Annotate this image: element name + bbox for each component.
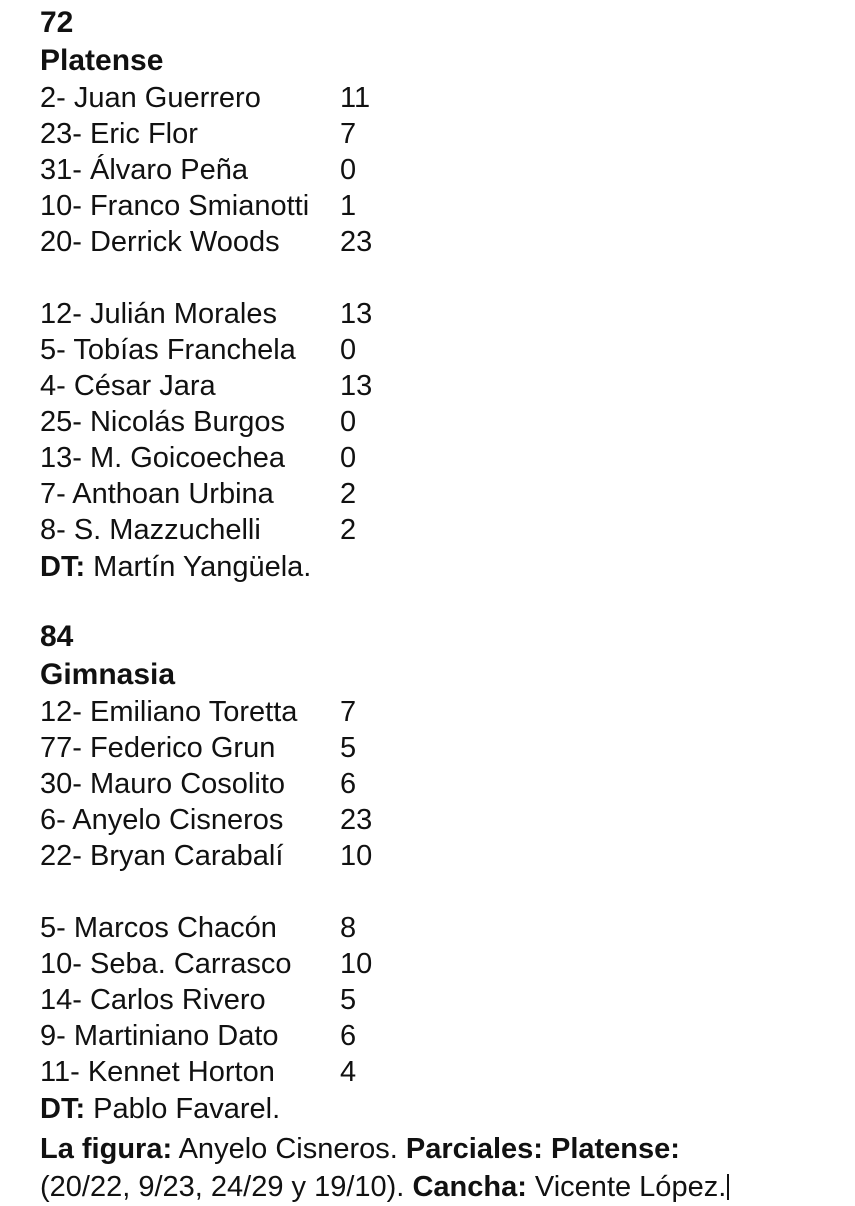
match-summary [40, 1130, 740, 1206]
table-row [40, 838, 837, 874]
player-points: 13 [340, 298, 373, 330]
player-points: 0 [340, 442, 357, 474]
player-points: 10 [340, 840, 373, 872]
partials-team: Platense: [550, 1133, 680, 1165]
player-points: 23 [340, 226, 373, 258]
coach-label: DT: [40, 1093, 86, 1125]
player-name: 10- Franco Smianotti [40, 190, 310, 222]
player-points: 7 [340, 696, 357, 728]
player-name: 13- M. Goicoechea [40, 442, 286, 474]
player-points: 0 [340, 154, 357, 186]
partials-label: Parciales: [405, 1133, 543, 1165]
player-points: 13 [340, 370, 373, 402]
coach-line [40, 1090, 837, 1128]
table-row [40, 224, 837, 260]
table-row [40, 368, 837, 404]
figure-label: La figura: [40, 1133, 173, 1165]
divider [40, 874, 837, 910]
text-cursor [727, 1174, 729, 1200]
player-name: 23- Eric Flor [40, 118, 198, 150]
player-name: 2- Juan Guerrero [40, 82, 261, 114]
table-row [40, 80, 837, 116]
player-name: 7- Anthoan Urbina [40, 478, 274, 510]
divider [40, 260, 837, 296]
table-row [40, 694, 837, 730]
player-name: 6- Anyelo Cisneros [40, 804, 284, 836]
player-name: 5- Tobías Franchela [40, 334, 296, 366]
table-row [40, 766, 837, 802]
player-points: 4 [340, 1056, 357, 1088]
team-name: Gimnasia [40, 658, 176, 691]
coach-name: Pablo Favarel. [93, 1093, 281, 1125]
table-row [40, 982, 837, 1018]
player-name: 5- Marcos Chacón [40, 912, 277, 944]
table-row [40, 116, 837, 152]
team-block-platense [40, 4, 837, 586]
table-row [40, 946, 837, 982]
player-points: 6 [340, 1020, 357, 1052]
player-name: 30- Mauro Cosolito [40, 768, 285, 800]
player-points: 5 [340, 984, 357, 1016]
player-points: 0 [340, 334, 357, 366]
coach-label: DT: [40, 551, 86, 583]
player-name: 31- Álvaro Peña [40, 154, 248, 186]
table-row [40, 730, 837, 766]
player-name: 25- Nicolás Burgos [40, 406, 285, 438]
coach-name: Martín Yangüela. [93, 551, 312, 583]
player-name: 10- Seba. Carrasco [40, 948, 292, 980]
player-name: 11- Kennet Horton [40, 1056, 275, 1088]
team-block-gimnasia [40, 618, 837, 1128]
player-points: 11 [340, 82, 371, 114]
player-name: 77- Federico Grun [40, 732, 276, 764]
player-points: 6 [340, 768, 357, 800]
table-row [40, 440, 837, 476]
player-points: 2 [340, 478, 357, 510]
team-name: Platense [40, 44, 164, 77]
player-name: 22- Bryan Carabalí [40, 840, 284, 872]
table-row [40, 1054, 837, 1090]
player-name: 8- S. Mazzuchelli [40, 514, 261, 546]
player-points: 1 [340, 190, 357, 222]
court-value: Vicente López. [534, 1171, 727, 1203]
player-name: 14- Carlos Rivero [40, 984, 266, 1016]
player-points: 5 [340, 732, 357, 764]
table-row [40, 512, 837, 548]
player-points: 2 [340, 514, 357, 546]
table-row [40, 476, 837, 512]
figure-value: Anyelo Cisneros. [178, 1133, 398, 1165]
partials-value: (20/22, 9/23, 24/29 y 19/10). [40, 1171, 405, 1203]
player-name: 4- César Jara [40, 370, 216, 402]
table-row [40, 332, 837, 368]
player-name: 20- Derrick Woods [40, 226, 280, 258]
team-score: 72 [40, 6, 74, 39]
player-points: 23 [340, 804, 373, 836]
player-points: 10 [340, 948, 373, 980]
section-divider [40, 586, 837, 618]
team-score: 84 [40, 620, 74, 653]
table-row [40, 404, 837, 440]
player-points: 0 [340, 406, 357, 438]
table-row [40, 1018, 837, 1054]
table-row [40, 188, 837, 224]
table-row [40, 152, 837, 188]
coach-line [40, 548, 837, 586]
table-row [40, 802, 837, 838]
court-label: Cancha: [412, 1171, 527, 1203]
table-row [40, 910, 837, 946]
player-points: 7 [340, 118, 357, 150]
player-points: 8 [340, 912, 357, 944]
player-name: 12- Julián Morales [40, 298, 277, 330]
player-name: 9- Martiniano Dato [40, 1020, 279, 1052]
table-row [40, 296, 837, 332]
player-name: 12- Emiliano Toretta [40, 696, 298, 728]
